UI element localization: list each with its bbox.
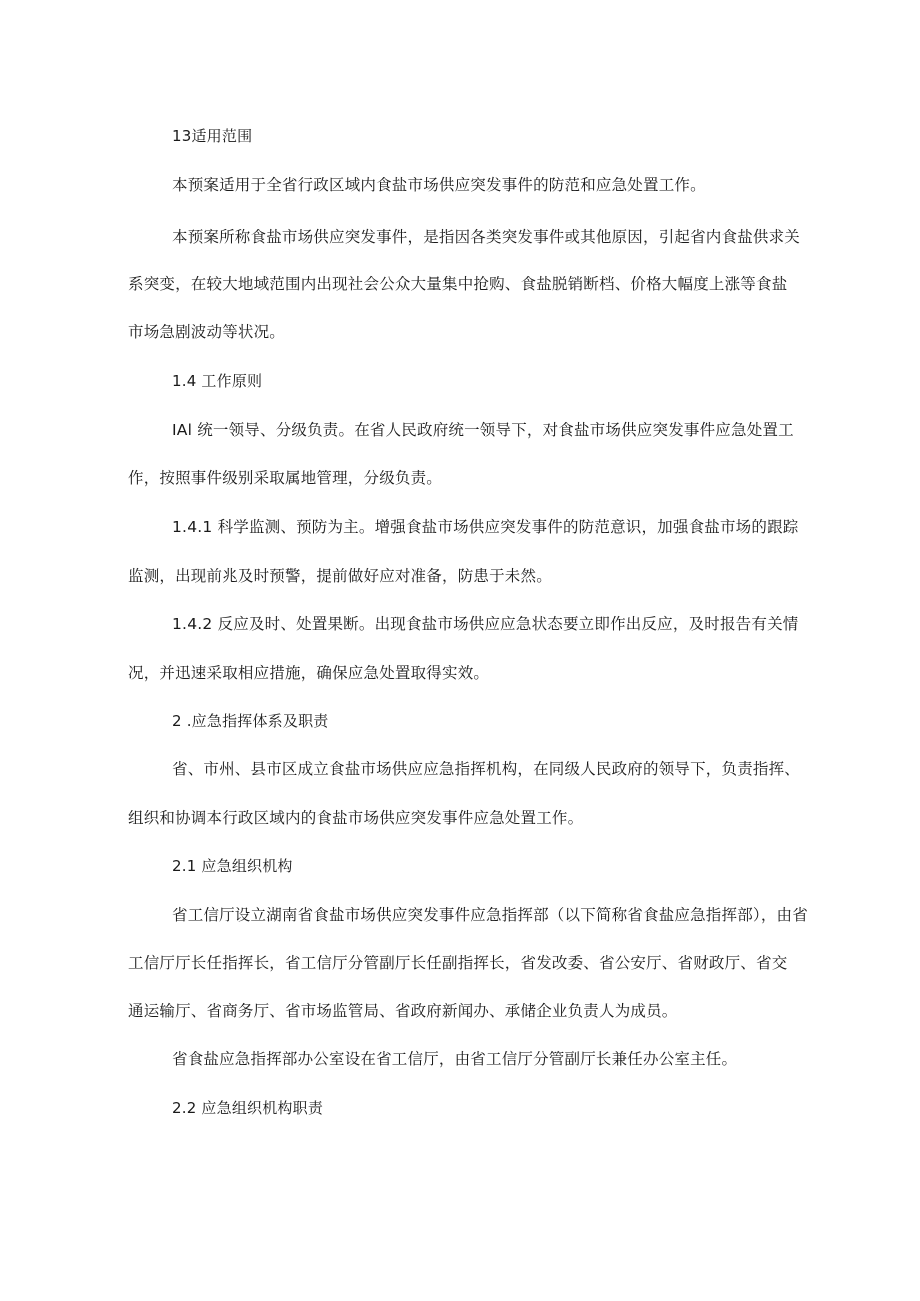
section-heading-2: 2 .应急指挥体系及职责	[172, 712, 329, 730]
paragraph-line: 工信厅厅长任指挥长，省工信厅分管副厅长任副指挥长，省发改委、省公安厅、省财政厅、省交	[128, 954, 788, 972]
section-heading-1-4: 1.4 工作原则	[172, 372, 263, 390]
section-heading-2-2: 2.2 应急组织机构职责	[172, 1099, 324, 1117]
section-heading-1-3: 13适用范围	[172, 127, 253, 145]
paragraph-line: 况，并迅速采取相应措施，确保应急处置取得实效。	[128, 664, 490, 682]
paragraph-line: 1.4.2 反应及时、处置果断。出现食盐市场供应应急状态要立即作出反应，及时报告有关情	[172, 615, 799, 633]
paragraph-line: 1.4.1 科学监测、预防为主。增强食盐市场供应突发事件的防范意识，加强食盐市场的跟踪	[172, 518, 799, 536]
paragraph-line: 省食盐应急指挥部办公室设在省工信厅，由省工信厅分管副厅长兼任办公室主任。	[172, 1050, 738, 1068]
paragraph-line: 本预案所称食盐市场供应突发事件，是指因各类突发事件或其他原因，引起省内食盐供求关	[172, 228, 801, 246]
paragraph-line: 组织和协调本行政区域内的食盐市场供应突发事件应急处置工作。	[128, 809, 584, 827]
paragraph-line: 系突变，在较大地域范围内出现社会公众大量集中抢购、食盐脱销断档、价格大幅度上涨等食盐	[128, 275, 788, 293]
paragraph-line: 省、市州、县市区成立食盐市场供应应急指挥机构，在同级人民政府的领导下，负责指挥、	[172, 760, 801, 778]
paragraph-line: 本预案适用于全省行政区域内食盐市场供应突发事件的防范和应急处置工作。	[172, 176, 706, 194]
paragraph-line: 通运输厅、省商务厅、省市场监管局、省政府新闻办、承储企业负责人为成员。	[128, 1002, 678, 1020]
paragraph-line: 监测，出现前兆及时预警，提前做好应对准备，防患于未然。	[128, 567, 552, 585]
paragraph-line: IAl 统一领导、分级负责。在省人民政府统一领导下，对食盐市场供应突发事件应急处置工	[172, 421, 794, 439]
paragraph-line: 省工信厅设立湖南省食盐市场供应突发事件应急指挥部（以下简称省食盐应急指挥部），由省	[172, 906, 808, 924]
section-heading-2-1: 2.1 应急组织机构	[172, 857, 293, 875]
paragraph-line: 市场急剧波动等状况。	[128, 323, 286, 341]
paragraph-line: 作，按照事件级别采取属地管理，分级负责。	[128, 469, 443, 487]
